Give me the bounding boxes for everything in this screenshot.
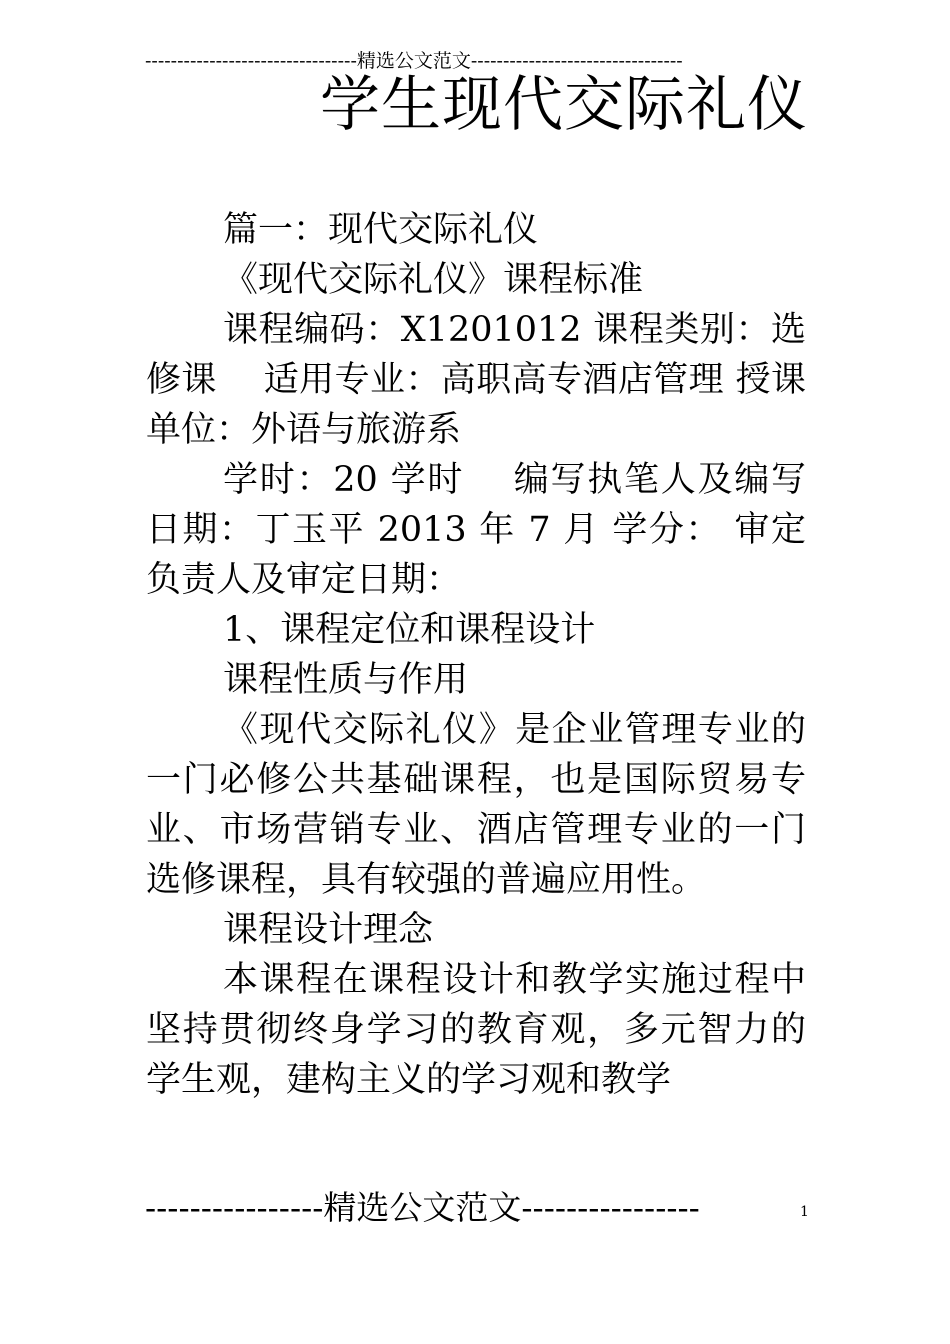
document-title: 学生现代交际礼仪 <box>320 70 808 140</box>
paragraph-design-concept: 课程设计理念 <box>223 910 434 950</box>
paragraph-course-positioning: 1、课程定位和课程设计 <box>223 610 596 650</box>
paragraph-standard-title: 《现代交际礼仪》课程标准 <box>223 260 644 300</box>
page-number: 1 <box>800 1204 809 1220</box>
paragraph-design-body: 本课程在课程设计和教学实施过程中坚持贯彻终身学习的教育观，多元智力的学生观，建构主义的学习观和教学 <box>146 960 806 1100</box>
page-header: ---------------------------------精选公文范文--------------------------------- <box>145 50 683 72</box>
paragraph-hours-author: 学时：20 学时 编写执笔人及编写日期：丁玉平 2013 年 7 月 学分： 审定负责人及审定日期： <box>146 460 806 600</box>
paragraph-course-info: 课程编码：X1201012 课程类别：选修课 适用专业：高职高专酒店管理 授课单位：外语与旅游系 <box>146 310 806 450</box>
paragraph-course-nature: 课程性质与作用 <box>223 660 469 700</box>
paragraph-section-heading: 篇一：现代交际礼仪 <box>223 210 539 250</box>
paragraph-course-description: 《现代交际礼仪》是企业管理专业的一门必修公共基础课程，也是国际贸易专业、市场营销专业、酒店管理专业的一门选修课程，具有较强的普遍应用性。 <box>146 710 806 900</box>
document-body <box>146 205 806 1105</box>
page-footer: ----------------精选公文范文---------------- <box>145 1188 700 1227</box>
